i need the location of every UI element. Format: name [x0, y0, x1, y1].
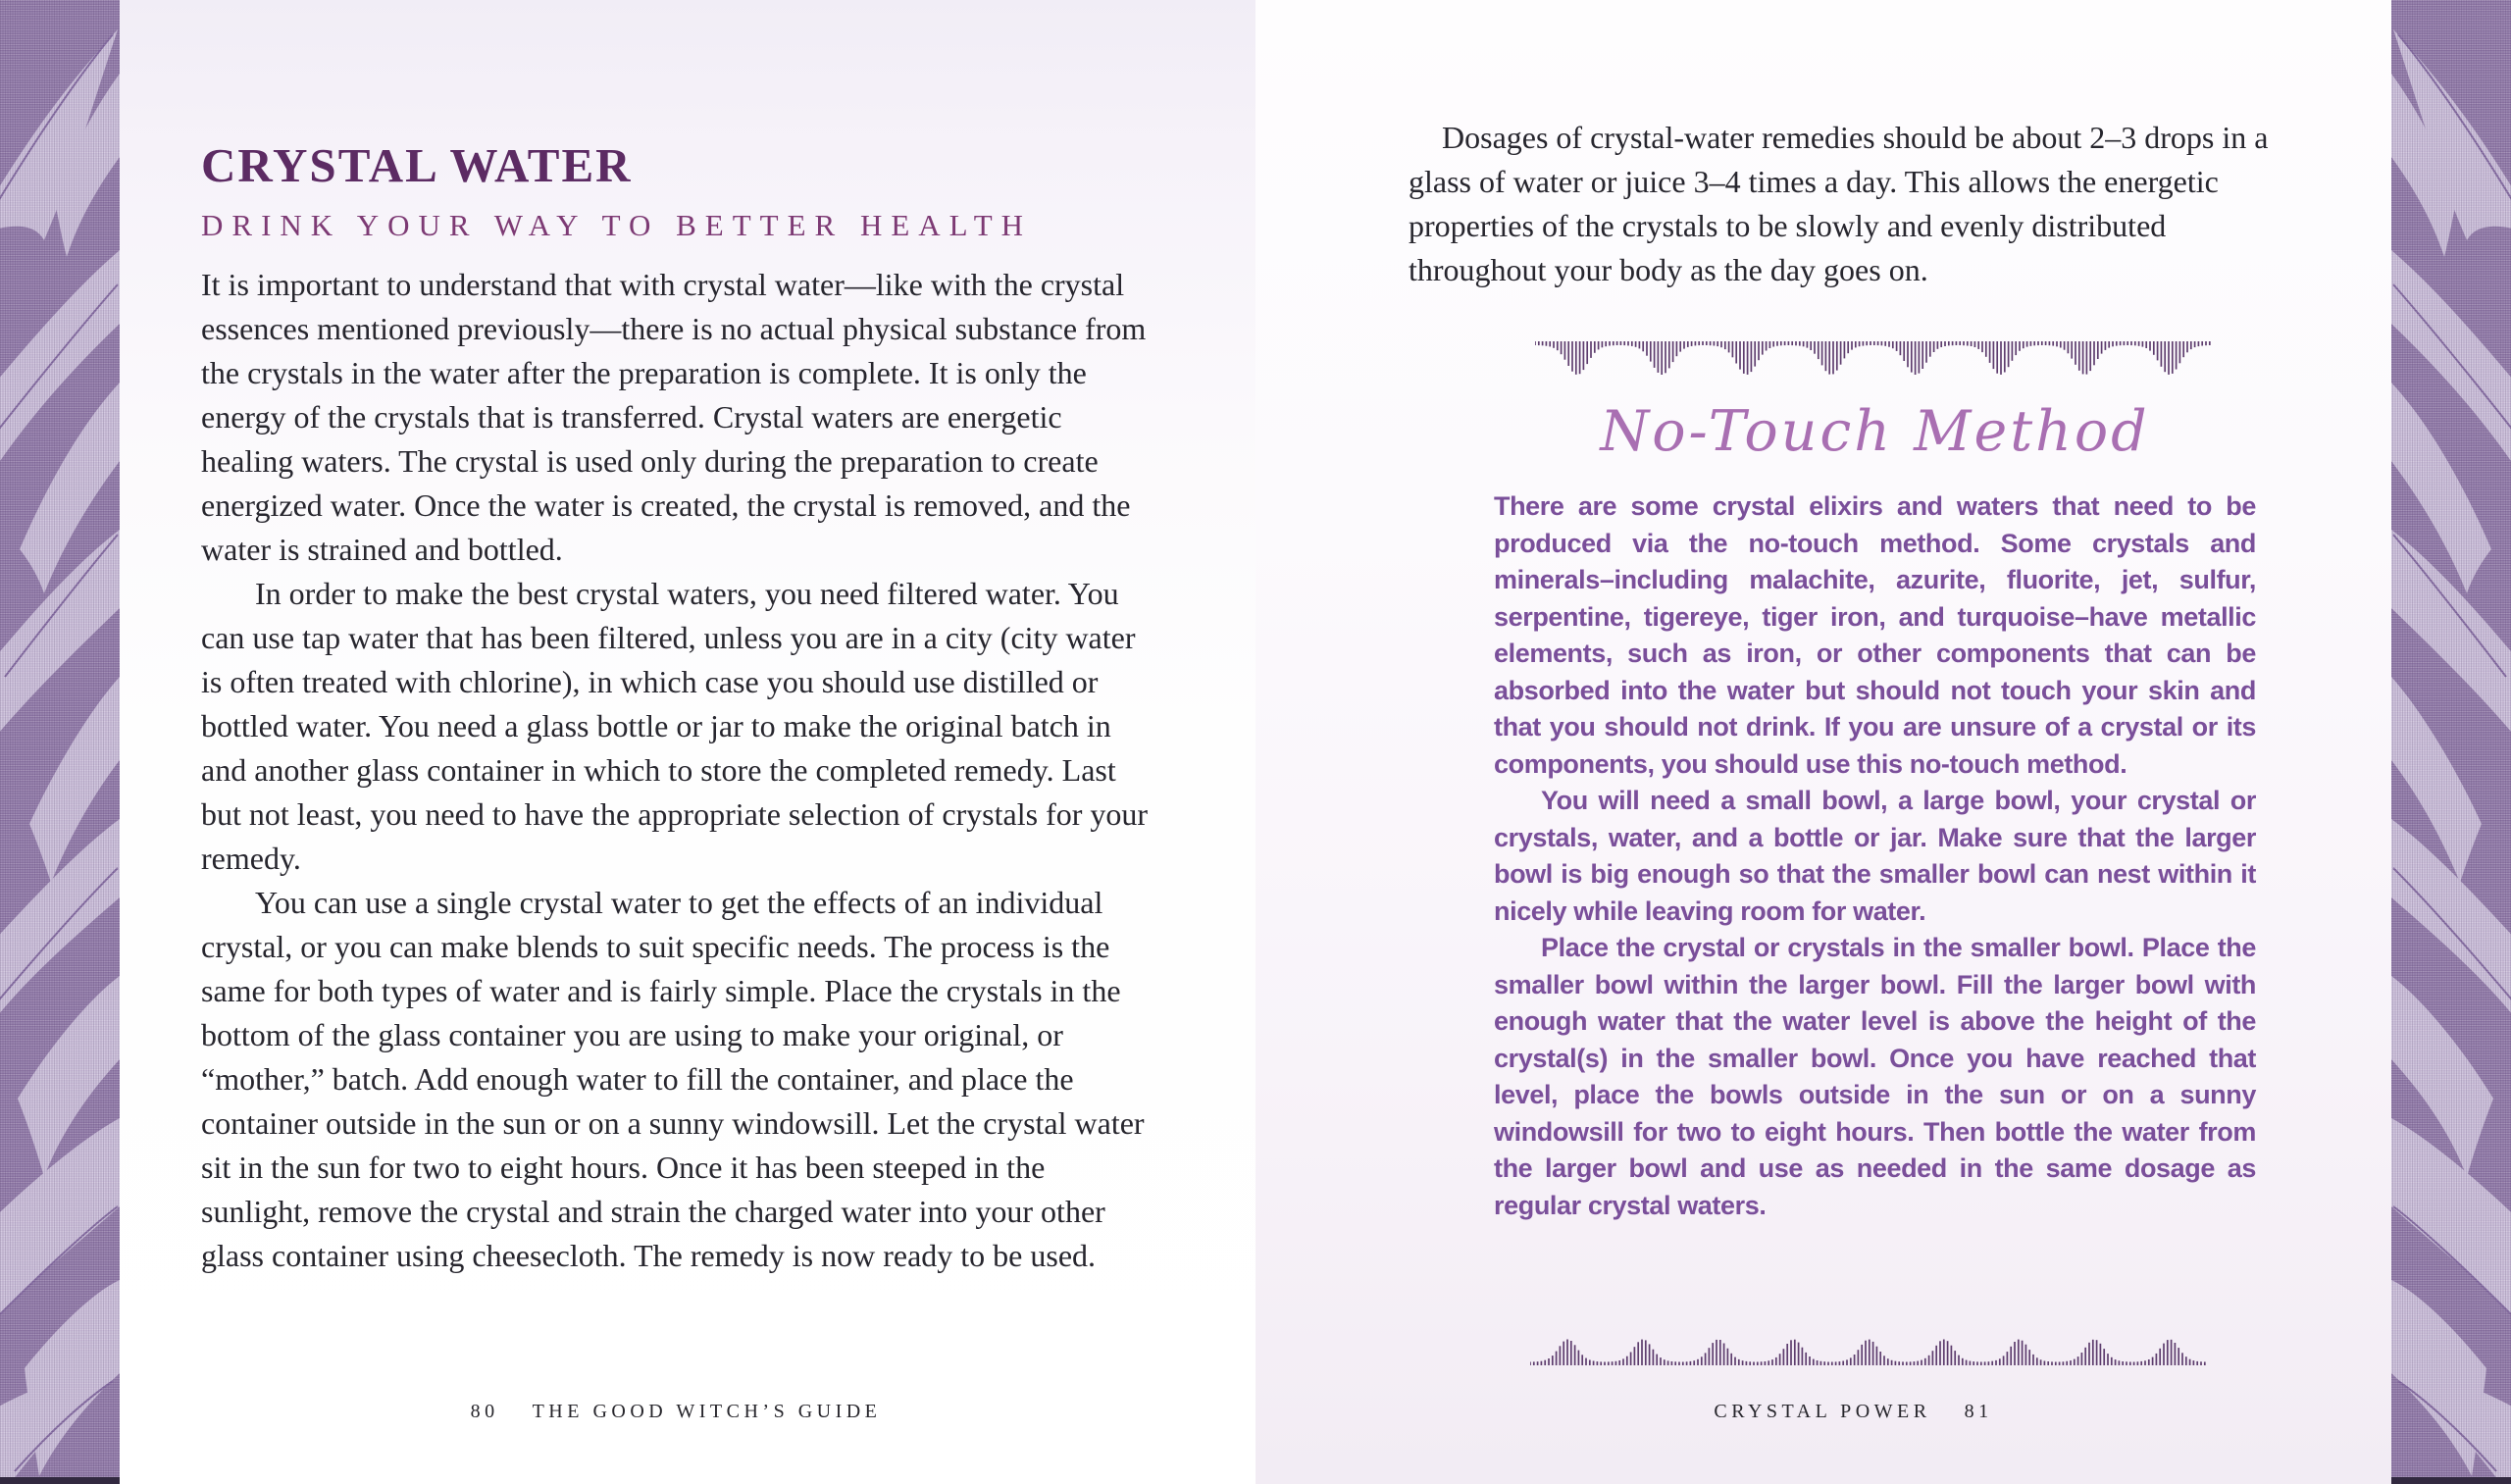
- ornamental-wave-divider-bottom: [1530, 1338, 2207, 1365]
- acanthus-leaf-pattern-icon: [2391, 0, 2511, 1484]
- chapter-title: CRYSTAL WATER: [201, 138, 633, 192]
- sidebar-paragraph-3: Place the crystal or crystals in the smaller bowl. Place the smaller bowl within the larger bowl. Fill the larger bowl with enough water that the water level is above the height of the crystal(s) in the smaller bowl. Once you have reached that level, place the bowls outside in the sun or on a sunny windowsill for two to eight hours. Then bottle the water from the larger bowl and use as needed in the same dosage as regular crystal waters.: [1494, 933, 2256, 1220]
- body-paragraph-2: In order to make the best crystal waters, you need filtered water. You can use tap water that has been filtered, unless you are in a city (city water is often treated with chlorine), in which case you should use distilled or bottled water. You need a glass bottle or jar to make the original batch in and another glass container in which to store the completed remedy. Last but not least, you need to have the appropriate selection of crystals for your remedy.: [201, 576, 1149, 876]
- page-number-left: 80: [470, 1401, 499, 1422]
- page-number-right: 81: [1964, 1401, 1993, 1422]
- sidebar-paragraph-2: You will need a small bowl, a large bowl, your crystal or crystals, water, and a bottle or jar. Make sure that the larger bowl is big enough so that the smaller bowl can nest within it nicely while leaving room for water.: [1494, 786, 2256, 926]
- ornamental-fringe-divider-top: [1535, 341, 2212, 375]
- sidebar-heading: No-Touch Method: [1600, 399, 2150, 464]
- page-footer-right: [1409, 1401, 2298, 1423]
- body-paragraph-1: It is important to understand that with crystal water—like with the crystal essences mentioned previously—there is no actual physical substance from the crystals in the water after the preparation is complete. It is only the energy of the crystals that is transferred. Crystal waters are energetic healing waters. The crystal is used only during the preparation to create energized water. Once the water is created, the crystal is removed, and the water is strained and bottled.: [201, 267, 1147, 567]
- body-text-column: [201, 263, 1151, 1278]
- page-footer-left: [201, 1401, 1151, 1423]
- acanthus-leaf-pattern-icon: [0, 0, 120, 1484]
- page-left: [120, 0, 1256, 1484]
- chapter-running-title: CRYSTAL POWER: [1714, 1401, 1931, 1422]
- sidebar-paragraph-1: There are some crystal elixirs and waters that need to be produced via the no-touch method. Some crystals and minerals–including malachite, azurite, fluorite, jet, sulfur, serpentine, tigereye, tiger iron, and turquoise–have metallic elements, such as iron, or other components that can be absorbed into the water but should not touch your skin and that you should not drink. If you are unsure of a crystal or its components, you should use this no-touch method.: [1494, 491, 2256, 779]
- chapter-subtitle: DRINK YOUR WAY TO BETTER HEALTH: [201, 208, 1033, 242]
- decorative-border-right: [2391, 0, 2511, 1484]
- intro-paragraph: Dosages of crystal-water remedies should be about 2–3 drops in a glass of water or juice 3–4 times a day. This allows the energetic properties of the crystals to be slowly and evenly distributed throughout your body as the day goes on.: [1409, 120, 2269, 287]
- decorative-border-left: [0, 0, 120, 1484]
- chapter-heading-block: [201, 139, 1157, 243]
- book-running-title: THE GOOD WITCH’S GUIDE: [532, 1401, 882, 1422]
- body-paragraph-3: You can use a single crystal water to get the effects of an individual crystal, or you can make blends to suit specific needs. The process is the same for both types of water and is fairly simple. Place the crystals in the bottom of the glass container you are using to make your original, or “mother,” batch. Add enough water to fill the container, and place the container outside in the sun or on a sunny windowsill. Let the crystal water sit in the sun for two to eight hours. Once it has been steeped in the sunlight, remove the crystal and strain the charged water into your other glass container using cheesecloth. The remedy is now ready to be used.: [201, 885, 1145, 1273]
- sidebar-text-column: [1494, 488, 2256, 1224]
- page-right: [1256, 0, 2391, 1484]
